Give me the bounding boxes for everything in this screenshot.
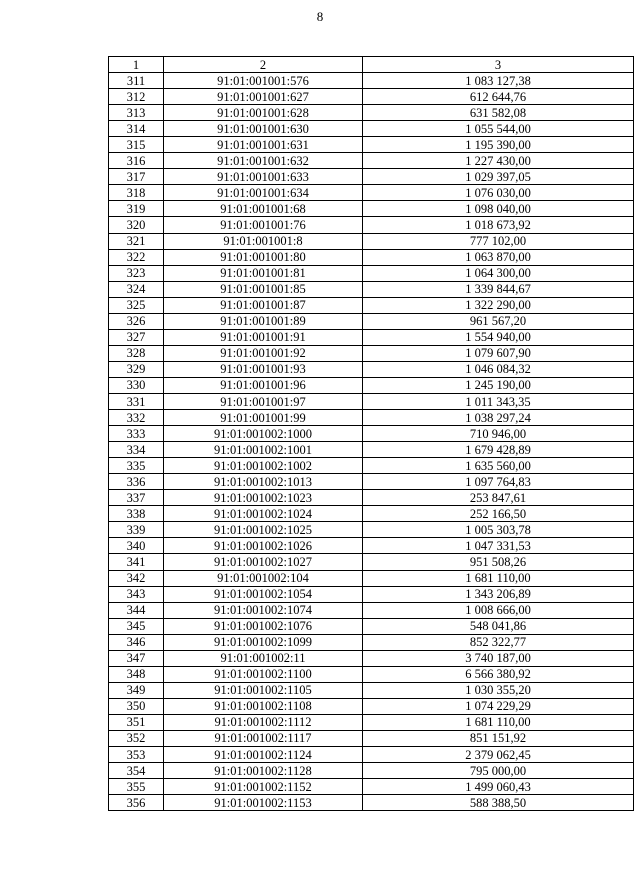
cadastral-number-cell: 91:01:001002:1117 [164, 730, 363, 746]
cadastral-value-cell: 1 029 397,05 [363, 169, 634, 185]
table-row [109, 185, 634, 201]
cadastral-value-cell: 1 005 303,78 [363, 522, 634, 538]
cadastral-value-cell: 2 379 062,45 [363, 747, 634, 763]
table-row [109, 265, 634, 281]
cadastral-number-cell: 91:01:001002:1112 [164, 714, 363, 730]
table-row [109, 747, 634, 763]
row-number-cell: 337 [109, 490, 164, 506]
table-row [109, 361, 634, 377]
table-row [109, 73, 634, 89]
table-row [109, 682, 634, 698]
cadastral-number-cell: 91:01:001002:1128 [164, 763, 363, 779]
cadastral-value-cell: 1 343 206,89 [363, 586, 634, 602]
cadastral-value-cell: 1 635 560,00 [363, 458, 634, 474]
cadastral-number-cell: 91:01:001002:1153 [164, 795, 363, 811]
row-number-cell: 348 [109, 666, 164, 682]
cadastral-value-cell: 1 046 084,32 [363, 361, 634, 377]
table-row [109, 586, 634, 602]
row-number-cell: 356 [109, 795, 164, 811]
cadastral-value-cell: 710 946,00 [363, 426, 634, 442]
table-row [109, 313, 634, 329]
cadastral-number-cell: 91:01:001002:1076 [164, 618, 363, 634]
row-number-cell: 330 [109, 377, 164, 393]
cadastral-number-cell: 91:01:001001:89 [164, 313, 363, 329]
table-row [109, 233, 634, 249]
cadastral-number-cell: 91:01:001001:8 [164, 233, 363, 249]
cadastral-value-cell: 777 102,00 [363, 233, 634, 249]
cadastral-value-cell: 1 047 331,53 [363, 538, 634, 554]
cadastral-value-cell: 951 508,26 [363, 554, 634, 570]
table-row [109, 570, 634, 586]
cadastral-number-cell: 91:01:001001:630 [164, 121, 363, 137]
cadastral-number-cell: 91:01:001001:97 [164, 393, 363, 409]
page-number: 8 [316, 9, 324, 24]
row-number-cell: 352 [109, 730, 164, 746]
cadastral-value-cell: 548 041,86 [363, 618, 634, 634]
table-row [109, 393, 634, 409]
cadastral-number-cell: 91:01:001001:81 [164, 265, 363, 281]
cadastral-number-cell: 91:01:001002:1054 [164, 586, 363, 602]
row-number-cell: 322 [109, 249, 164, 265]
row-number-cell: 316 [109, 153, 164, 169]
cadastral-value-cell: 1 245 190,00 [363, 377, 634, 393]
row-number-cell: 351 [109, 714, 164, 730]
row-number-cell: 312 [109, 89, 164, 105]
row-number-cell: 311 [109, 73, 164, 89]
table-row [109, 618, 634, 634]
table-row [109, 297, 634, 313]
table-row [109, 217, 634, 233]
cadastral-value-cell: 852 322,77 [363, 634, 634, 650]
row-number-cell: 323 [109, 265, 164, 281]
table-row [109, 458, 634, 474]
table-row [109, 714, 634, 730]
cadastral-number-cell: 91:01:001002:1025 [164, 522, 363, 538]
cadastral-number-cell: 91:01:001001:99 [164, 410, 363, 426]
cadastral-number-cell: 91:01:001002:1024 [164, 506, 363, 522]
table-row [109, 345, 634, 361]
row-number-cell: 353 [109, 747, 164, 763]
table-row [109, 602, 634, 618]
cadastral-number-cell: 91:01:001001:76 [164, 217, 363, 233]
cadastral-number-cell: 91:01:001002:1002 [164, 458, 363, 474]
row-number-cell: 327 [109, 329, 164, 345]
cadastral-value-cell: 851 151,92 [363, 730, 634, 746]
row-number-cell: 324 [109, 281, 164, 297]
table-row [109, 169, 634, 185]
table-row [109, 474, 634, 490]
row-number-cell: 343 [109, 586, 164, 602]
row-number-cell: 329 [109, 361, 164, 377]
cadastral-value-cell: 1 554 940,00 [363, 329, 634, 345]
row-number-cell: 328 [109, 345, 164, 361]
table-row [109, 153, 634, 169]
cadastral-number-cell: 91:01:001002:104 [164, 570, 363, 586]
row-number-cell: 347 [109, 650, 164, 666]
cadastral-value-cell: 6 566 380,92 [363, 666, 634, 682]
cadastral-value-table [108, 56, 634, 811]
cadastral-value-cell: 1 079 607,90 [363, 345, 634, 361]
cadastral-value-cell: 1 076 030,00 [363, 185, 634, 201]
row-number-cell: 336 [109, 474, 164, 490]
table-row [109, 538, 634, 554]
cadastral-value-cell: 1 063 870,00 [363, 249, 634, 265]
table-row [109, 281, 634, 297]
table-row [109, 442, 634, 458]
cadastral-value-cell: 631 582,08 [363, 105, 634, 121]
row-number-cell: 314 [109, 121, 164, 137]
cadastral-number-cell: 91:01:001001:80 [164, 249, 363, 265]
table-row [109, 650, 634, 666]
cadastral-value-cell: 961 567,20 [363, 313, 634, 329]
row-number-cell: 313 [109, 105, 164, 121]
row-number-cell: 340 [109, 538, 164, 554]
table-row [109, 795, 634, 811]
cadastral-number-cell: 91:01:001002:1152 [164, 779, 363, 795]
cadastral-value-cell: 1 098 040,00 [363, 201, 634, 217]
table-row [109, 779, 634, 795]
cadastral-number-cell: 91:01:001002:1108 [164, 698, 363, 714]
cadastral-value-cell: 795 000,00 [363, 763, 634, 779]
row-number-cell: 345 [109, 618, 164, 634]
table-row [109, 201, 634, 217]
cadastral-number-cell: 91:01:001001:631 [164, 137, 363, 153]
cadastral-value-cell: 1 097 764,83 [363, 474, 634, 490]
cadastral-number-cell: 91:01:001001:96 [164, 377, 363, 393]
cadastral-number-cell: 91:01:001001:634 [164, 185, 363, 201]
table-row [109, 634, 634, 650]
cadastral-value-cell: 1 681 110,00 [363, 714, 634, 730]
cadastral-number-cell: 91:01:001002:11 [164, 650, 363, 666]
row-number-cell: 354 [109, 763, 164, 779]
row-number-cell: 338 [109, 506, 164, 522]
row-number-cell: 320 [109, 217, 164, 233]
cadastral-number-cell: 91:01:001001:91 [164, 329, 363, 345]
cadastral-number-cell: 91:01:001001:92 [164, 345, 363, 361]
row-number-cell: 350 [109, 698, 164, 714]
cadastral-number-cell: 91:01:001001:93 [164, 361, 363, 377]
cadastral-value-cell: 1 679 428,89 [363, 442, 634, 458]
row-number-cell: 319 [109, 201, 164, 217]
table-row [109, 426, 634, 442]
table-row [109, 137, 634, 153]
cadastral-value-cell: 1 018 673,92 [363, 217, 634, 233]
table-row [109, 377, 634, 393]
cadastral-number-cell: 91:01:001001:627 [164, 89, 363, 105]
row-number-cell: 321 [109, 233, 164, 249]
cadastral-value-cell: 612 644,76 [363, 89, 634, 105]
cadastral-number-cell: 91:01:001002:1105 [164, 682, 363, 698]
cadastral-number-cell: 91:01:001002:1027 [164, 554, 363, 570]
cadastral-number-cell: 91:01:001002:1023 [164, 490, 363, 506]
table-row [109, 522, 634, 538]
table-row [109, 89, 634, 105]
row-number-cell: 334 [109, 442, 164, 458]
table-row [109, 249, 634, 265]
cadastral-number-cell: 91:01:001002:1074 [164, 602, 363, 618]
cadastral-number-cell: 91:01:001002:1099 [164, 634, 363, 650]
cadastral-number-cell: 91:01:001002:1013 [164, 474, 363, 490]
row-number-cell: 331 [109, 393, 164, 409]
row-number-cell: 317 [109, 169, 164, 185]
cadastral-number-cell: 91:01:001001:68 [164, 201, 363, 217]
table-row [109, 763, 634, 779]
cadastral-value-cell: 1 008 666,00 [363, 602, 634, 618]
row-number-cell: 341 [109, 554, 164, 570]
cadastral-value-cell: 1 322 290,00 [363, 297, 634, 313]
cadastral-value-cell: 588 388,50 [363, 795, 634, 811]
row-number-cell: 346 [109, 634, 164, 650]
column-header-index: 1 [109, 57, 164, 73]
cadastral-value-cell: 1 055 544,00 [363, 121, 634, 137]
table-row [109, 410, 634, 426]
cadastral-value-cell: 253 847,61 [363, 490, 634, 506]
row-number-cell: 332 [109, 410, 164, 426]
column-header-cadastral-number: 2 [164, 57, 363, 73]
row-number-cell: 355 [109, 779, 164, 795]
cadastral-value-cell: 1 038 297,24 [363, 410, 634, 426]
cadastral-value-cell: 1 681 110,00 [363, 570, 634, 586]
table-row [109, 105, 634, 121]
row-number-cell: 325 [109, 297, 164, 313]
cadastral-number-cell: 91:01:001002:1026 [164, 538, 363, 554]
column-header-value: 3 [363, 57, 634, 73]
cadastral-number-cell: 91:01:001001:576 [164, 73, 363, 89]
row-number-cell: 344 [109, 602, 164, 618]
cadastral-value-cell: 3 740 187,00 [363, 650, 634, 666]
cadastral-value-cell: 1 030 355,20 [363, 682, 634, 698]
cadastral-number-cell: 91:01:001002:1001 [164, 442, 363, 458]
table-row [109, 506, 634, 522]
cadastral-number-cell: 91:01:001001:633 [164, 169, 363, 185]
cadastral-value-cell: 252 166,50 [363, 506, 634, 522]
cadastral-number-cell: 91:01:001001:628 [164, 105, 363, 121]
cadastral-value-cell: 1 011 343,35 [363, 393, 634, 409]
cadastral-number-cell: 91:01:001002:1124 [164, 747, 363, 763]
table-body [109, 73, 634, 811]
table-row [109, 329, 634, 345]
cadastral-number-cell: 91:01:001001:632 [164, 153, 363, 169]
cadastral-number-cell: 91:01:001001:85 [164, 281, 363, 297]
table-row [109, 554, 634, 570]
cadastral-number-cell: 91:01:001001:87 [164, 297, 363, 313]
cadastral-value-cell: 1 339 844,67 [363, 281, 634, 297]
cadastral-value-cell: 1 074 229,29 [363, 698, 634, 714]
cadastral-value-cell: 1 083 127,38 [363, 73, 634, 89]
cadastral-value-cell: 1 064 300,00 [363, 265, 634, 281]
row-number-cell: 339 [109, 522, 164, 538]
row-number-cell: 342 [109, 570, 164, 586]
table-row [109, 698, 634, 714]
row-number-cell: 335 [109, 458, 164, 474]
cadastral-value-cell: 1 195 390,00 [363, 137, 634, 153]
row-number-cell: 326 [109, 313, 164, 329]
row-number-cell: 349 [109, 682, 164, 698]
cadastral-number-cell: 91:01:001002:1000 [164, 426, 363, 442]
table-row [109, 666, 634, 682]
row-number-cell: 318 [109, 185, 164, 201]
cadastral-number-cell: 91:01:001002:1100 [164, 666, 363, 682]
table-header-row [109, 57, 634, 73]
table-row [109, 730, 634, 746]
table-row [109, 490, 634, 506]
cadastral-value-cell: 1 499 060,43 [363, 779, 634, 795]
table-row [109, 121, 634, 137]
row-number-cell: 315 [109, 137, 164, 153]
cadastral-value-cell: 1 227 430,00 [363, 153, 634, 169]
row-number-cell: 333 [109, 426, 164, 442]
